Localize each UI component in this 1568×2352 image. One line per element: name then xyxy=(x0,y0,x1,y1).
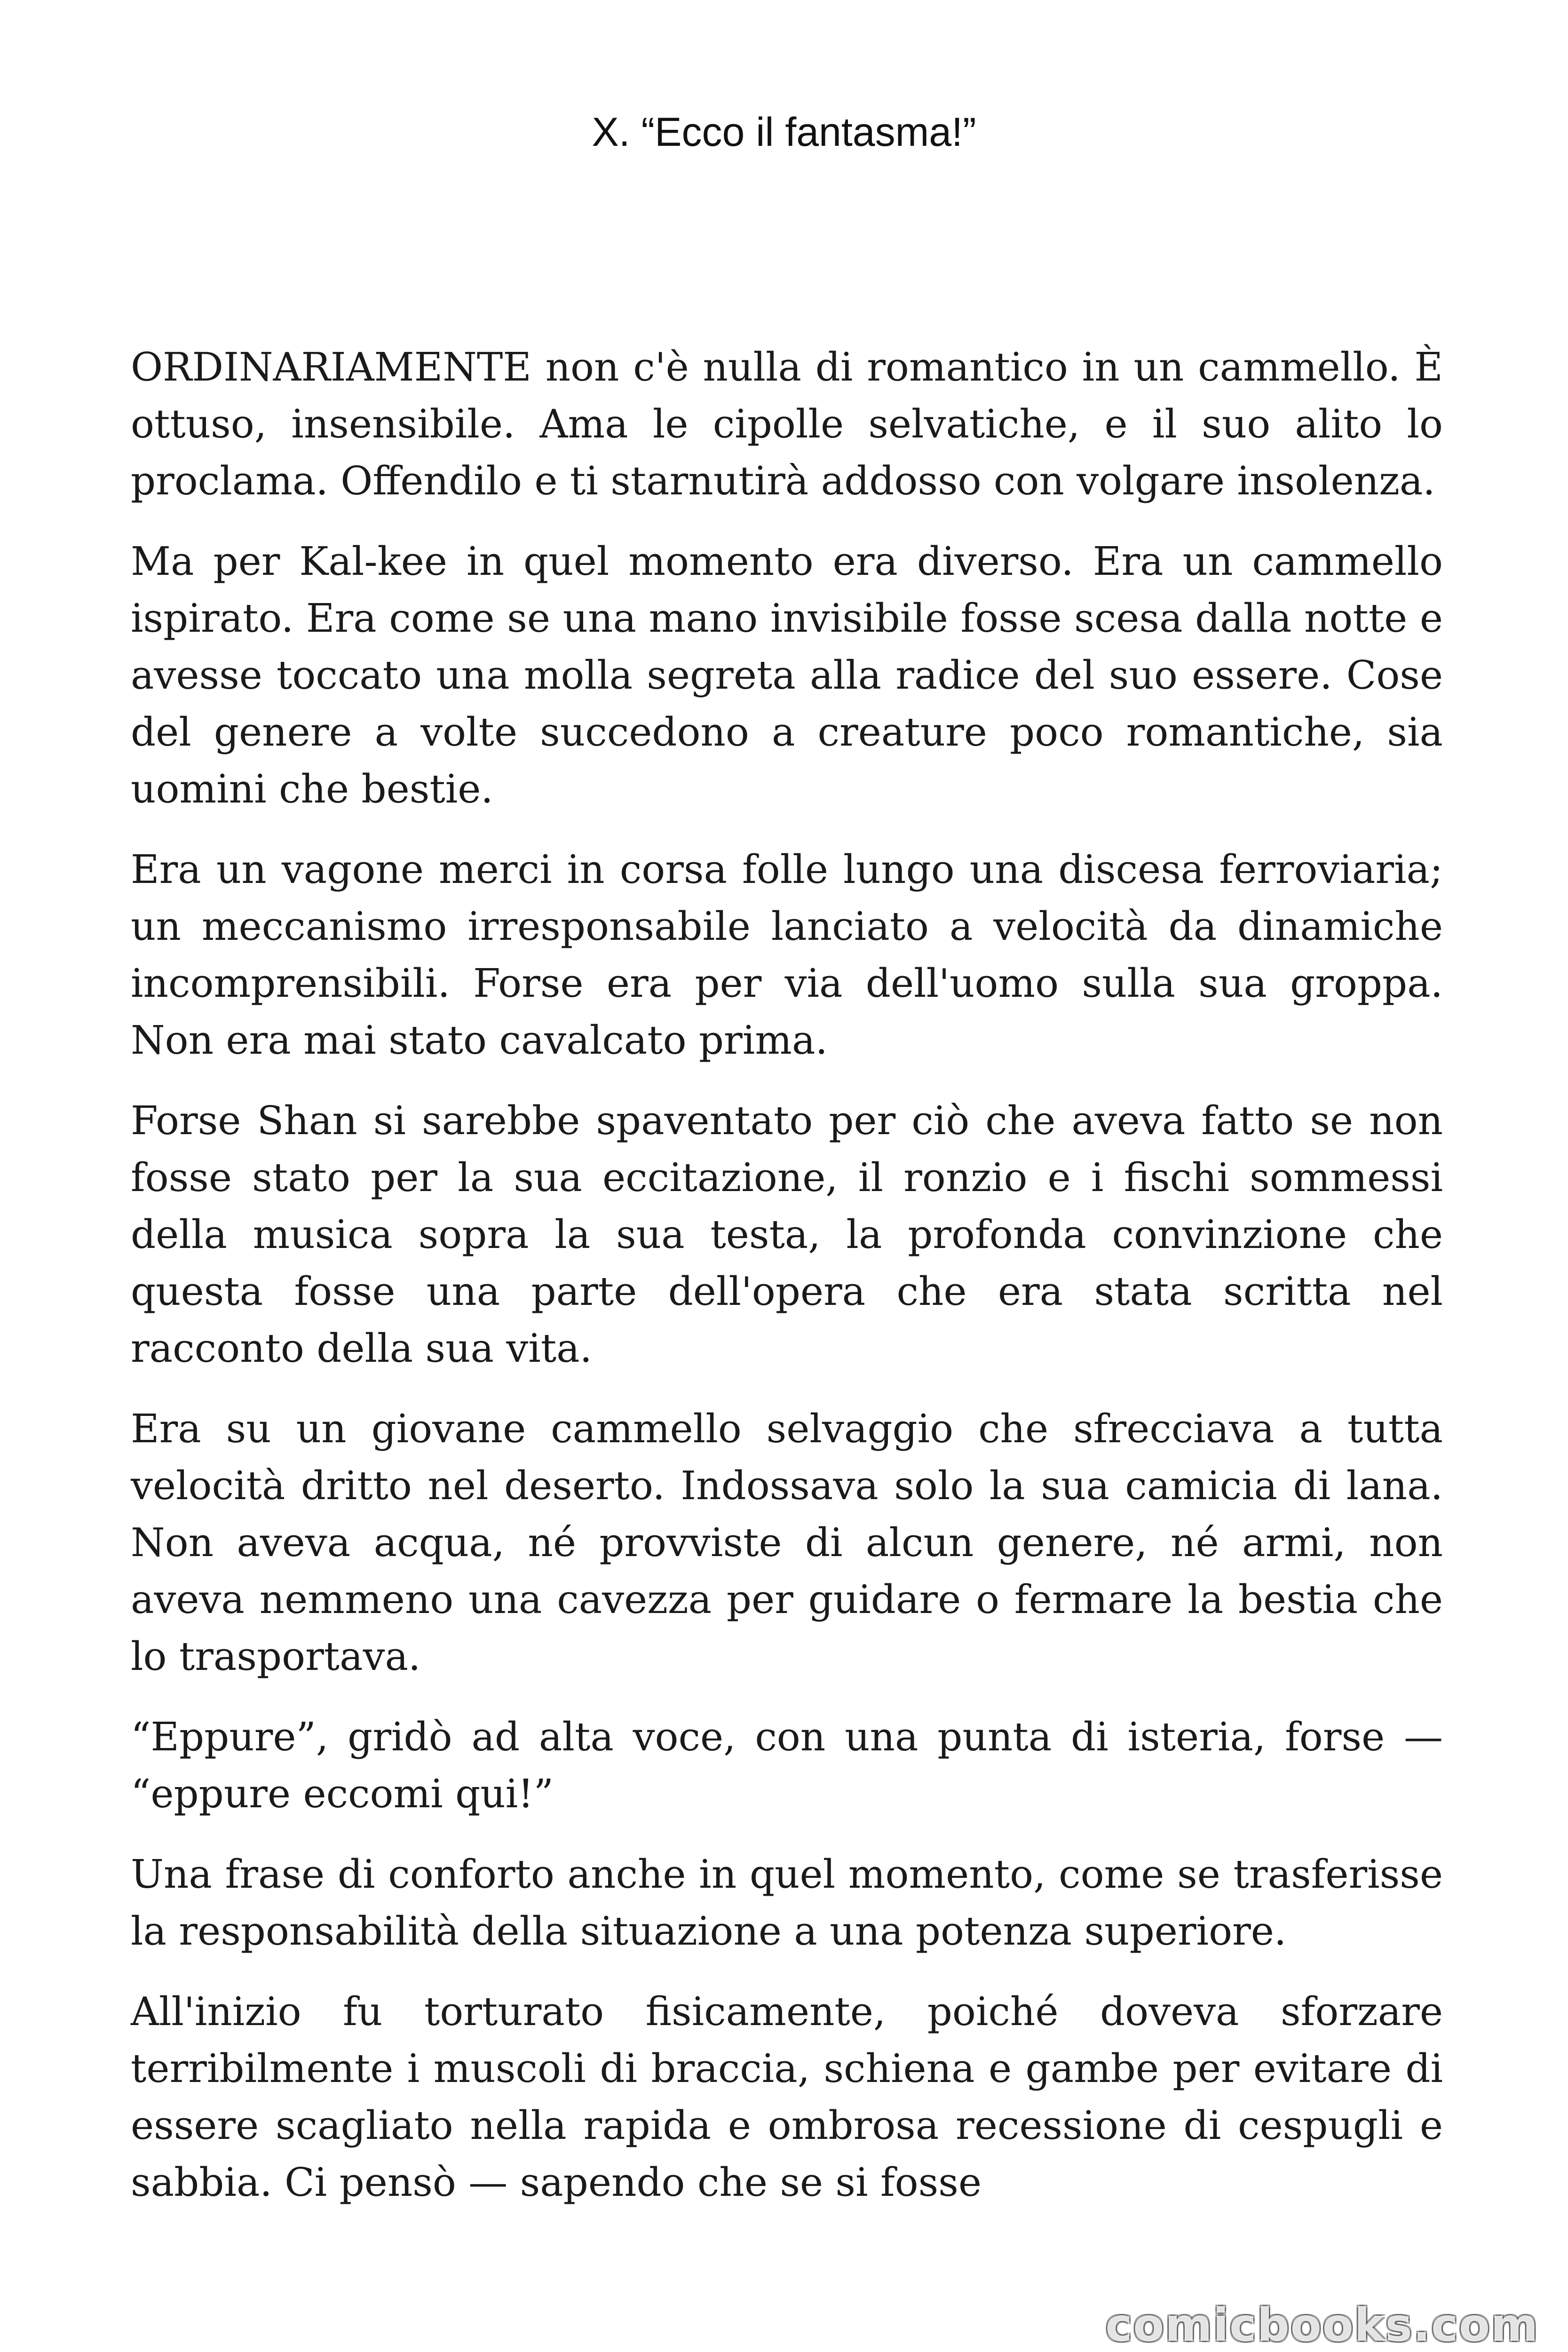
paragraph: Ma per Kal-kee in quel momento era diverso. Era un cammello ispirato. Era come se una mano invisibile fosse scesa dalla notte e avesse toccato una molla segreta alla radice del suo essere. Cose del genere a volte succedono a creature poco romantiche, sia uomini che bestie. xyxy=(131,539,1443,812)
watermark: comicbooks.com xyxy=(1105,2299,1539,2352)
paragraph: All'inizio fu torturato fisicamente, poiché doveva sforzare terribilmente i muscoli di braccia, schiena e gambe per evitare di essere scagliato nella rapida e ombrosa recessione di cespugli e sabbia. Ci pensò — sapendo che se si fosse xyxy=(131,1989,1443,2205)
paragraph: ORDINARIAMENTE non c'è nulla di romantico in un cammello. È ottuso, insensibile. Ama le cipolle selvatiche, e il suo alito lo proclama. Offendilo e ti starnutirà addosso con volgare insolenza. xyxy=(131,344,1443,504)
paragraph: “Eppure”, gridò ad alta voce, con una punta di isteria, forse — “eppure eccomi qui!” xyxy=(131,1714,1443,1817)
paragraph: Una frase di conforto anche in quel momento, come se trasferisse la responsabilità della situazione a una potenza superiore. xyxy=(131,1851,1443,1954)
body-text xyxy=(131,339,1443,2234)
paragraph: Era su un giovane cammello selvaggio che sfrecciava a tutta velocità dritto nel deserto. Indossava solo la sua camicia di lana. Non aveva acqua, né provviste di alcun genere, né armi, non aveva nemmeno una cavezza per guidare o fermare la bestia che lo trasportava. xyxy=(131,1406,1443,1679)
paragraph: Forse Shan si sarebbe spaventato per ciò che aveva fatto se non fosse stato per la sua eccitazione, il ronzio e i fischi sommessi della musica sopra la sua testa, la profonda convinzione che questa fosse una parte dell'opera che era stata scritta nel racconto della sua vita. xyxy=(131,1098,1443,1371)
chapter-title: X. “Ecco il fantasma!” xyxy=(592,110,976,155)
paragraph: Era un vagone merci in corsa folle lungo una discesa ferroviaria; un meccanismo irresponsabile lanciato a velocità da dinamiche incomprensibili. Forse era per via dell'uomo sulla sua groppa. Non era mai stato cavalcato prima. xyxy=(131,847,1443,1063)
